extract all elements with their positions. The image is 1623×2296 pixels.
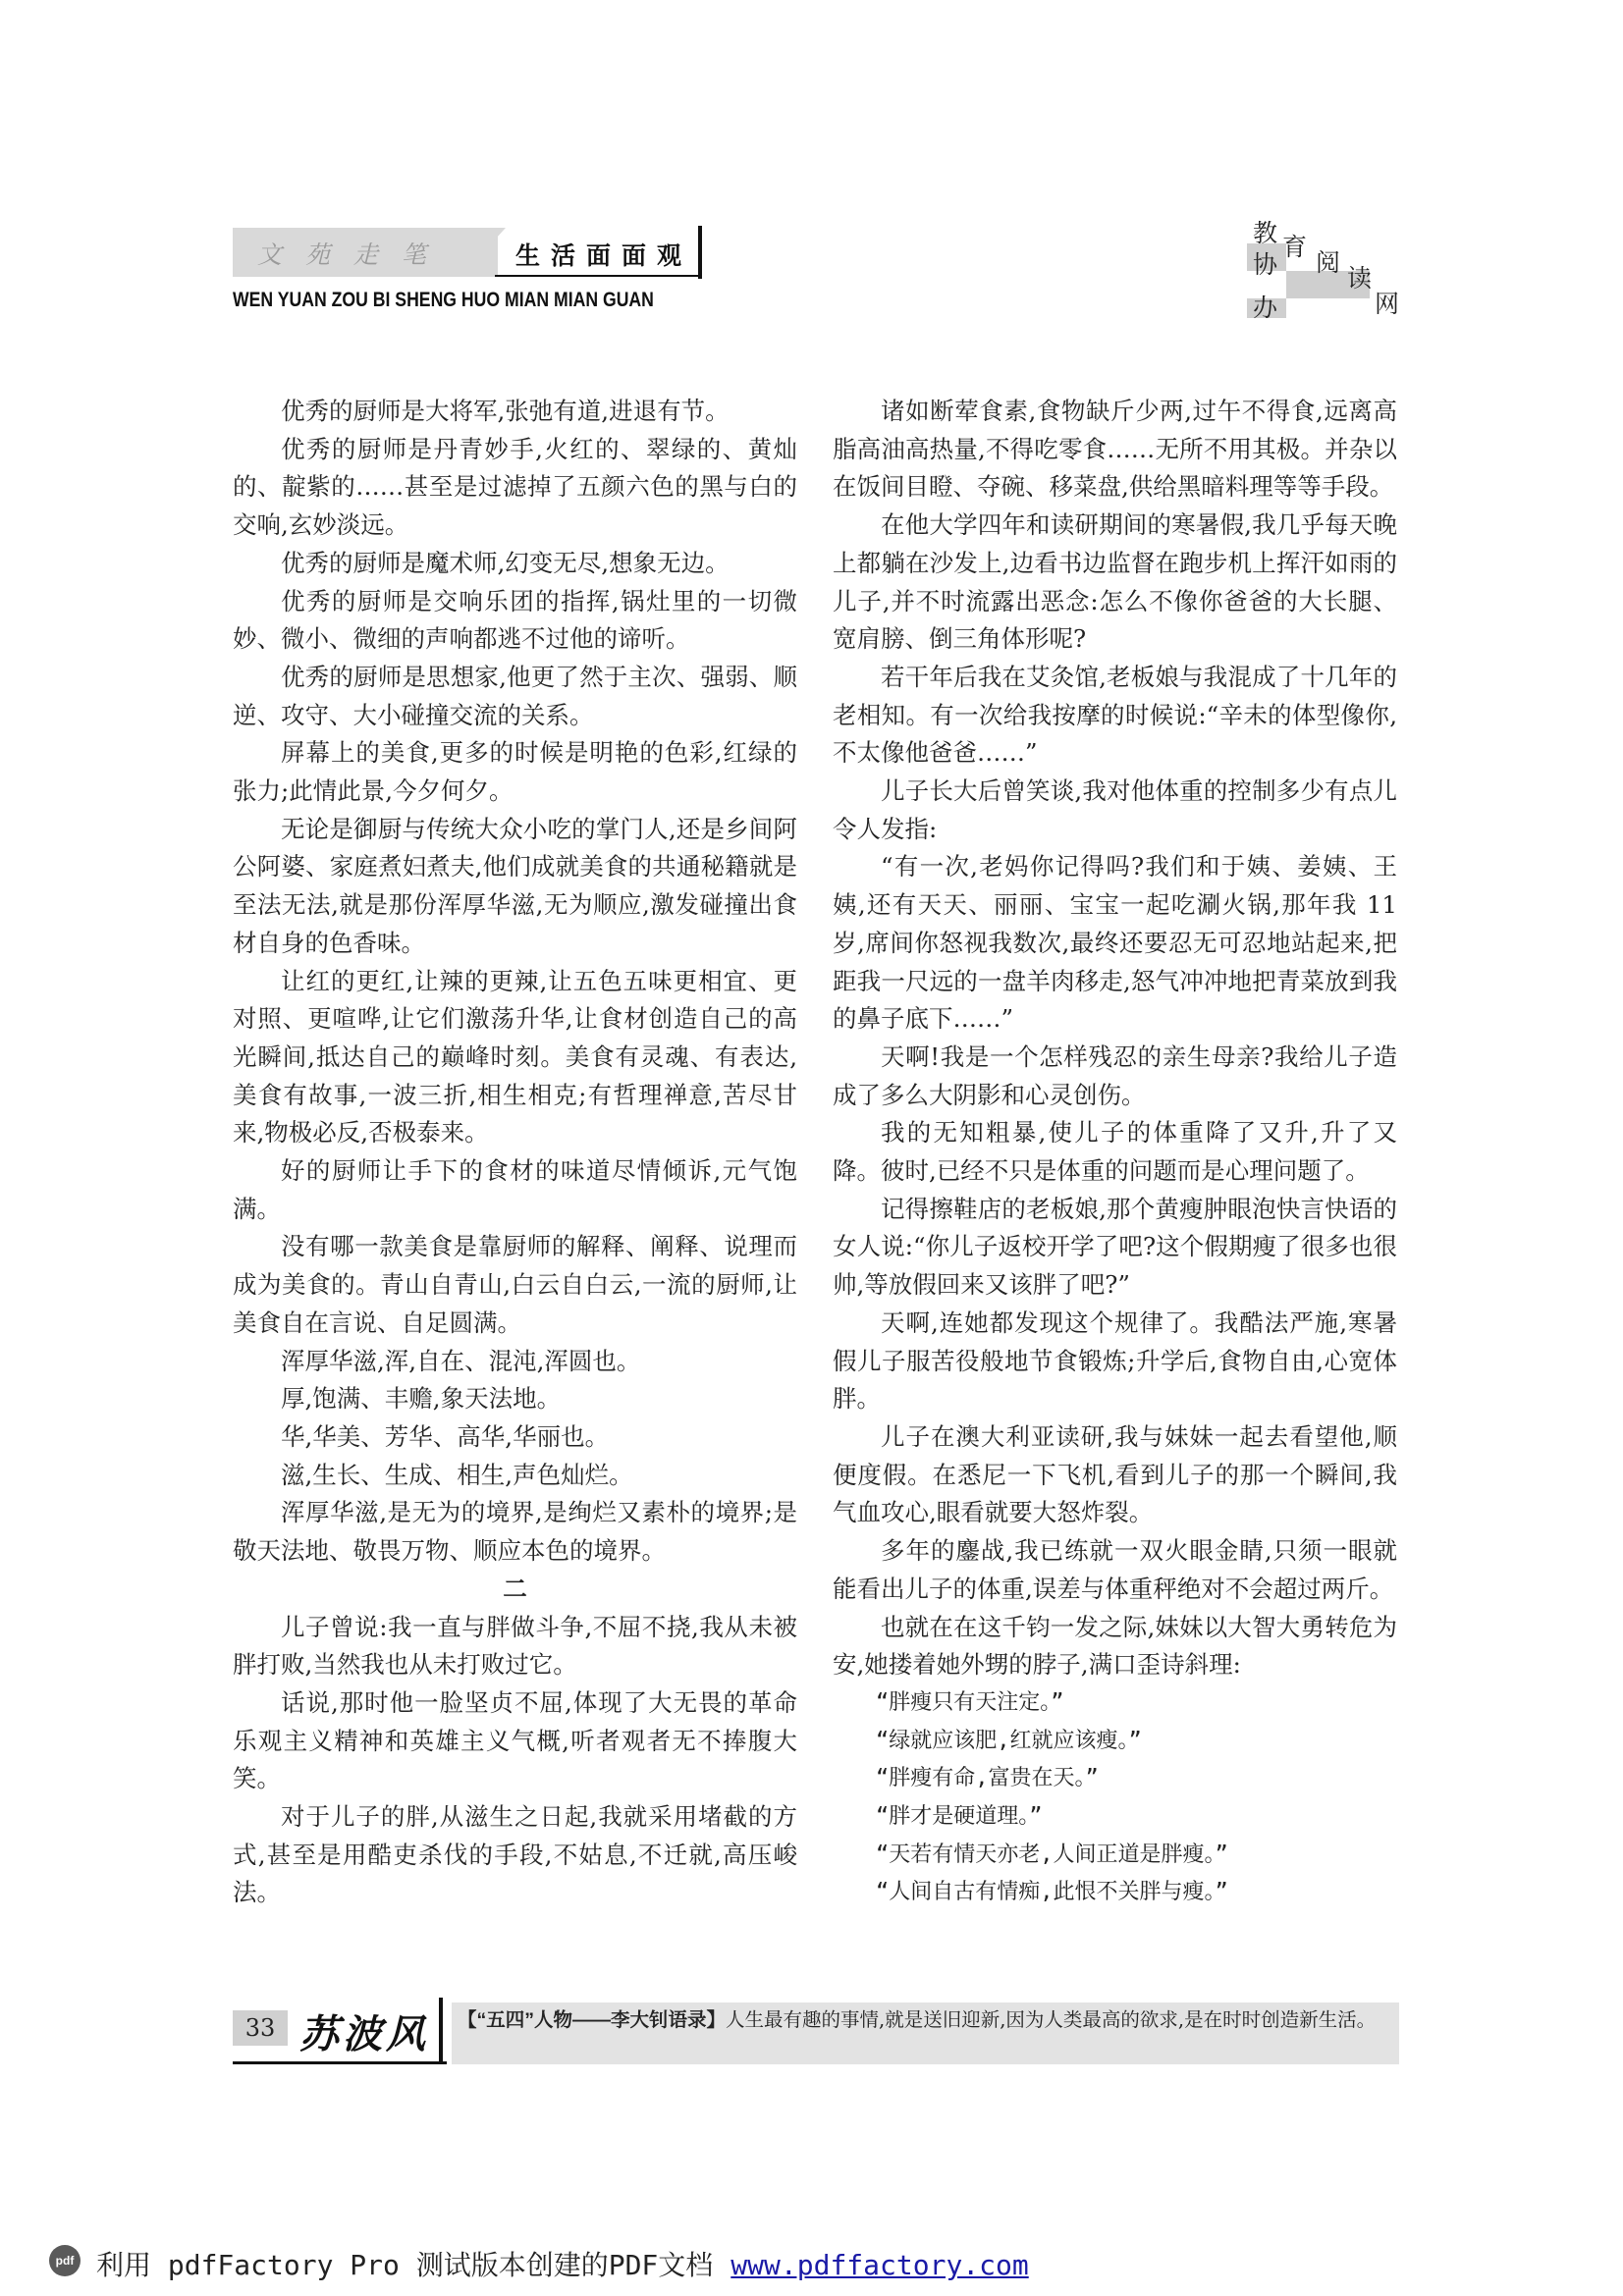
page-number: 33 [233,2010,288,2046]
logo-char: 教 [1253,219,1278,247]
paragraph: 浑厚华滋,浑,自在、混沌,浑圆也。 [281,1346,641,1375]
paragraph: 诸如断荤食素,食物缺斤少两,过午不得食,远离高脂高油高热量,不得吃零食……无所不用其极。并杂以在饭间目瞪、夺碗、移菜盘,供给黑暗料理等等手段。 [833,397,1397,502]
header-slant [461,228,506,277]
pdffactory-text: 利用 pdfFactory Pro 测试版本创建的PDF文档 [96,2249,714,2281]
paragraph: 若干年后我在艾灸馆,老板娘与我混成了十几年的老相知。有一次给我按摩的时候说:“辛未的体型像你,不太像他爸爸……” [833,662,1397,768]
pdffactory-banner [96,2244,1029,2283]
footer-quote [458,2005,1395,2035]
paragraph: 滋,生长、生成、相生,声色灿烂。 [281,1460,633,1489]
paragraph: 让红的更红,让辣的更辣,让五色五味更相宜、更对照、更喧哗,让它们激荡升华,让食材创造自己的高光瞬间,抵达自己的巅峰时刻。美食有灵魂、有表达,美食有故事,一波三折,相生相克;有哲理禅意,苦尽甘来,物极必反,否极泰来。 [233,966,797,1148]
header-divider [698,226,702,279]
logo-char: 读 [1347,264,1373,293]
header-underline [495,275,702,277]
section-label: 文苑走笔 [257,240,451,269]
paragraph: 我的无知粗暴,使儿子的体重降了又升,升了又降。彼时,已经不只是体重的问题而是心理问题了。 [833,1118,1397,1186]
right-column [833,393,1397,1912]
paragraph: 厚,饱满、丰赡,象天法地。 [281,1384,562,1414]
paragraph: “有一次,老妈你记得吗?我们和于姨、姜姨、王姨,还有天天、丽丽、宝宝一起吃涮火锅,那年我 11 岁,席间你怒视我数次,最终还要忍无可忍地站起来,把距我一尺远的一盘羊肉移走,怒气冲冲地把青菜放到我的鼻子底下……” [833,852,1397,1034]
paragraph: 在他大学四年和读研期间的寒暑假,我几乎每天晚上都躺在沙发上,边看书边监督在跑步机上挥汗如雨的儿子,并不时流露出恶念:怎么不像你爸爸的大长腿、宽肩膀、倒三角体形呢? [833,510,1397,654]
paragraph: 儿子曾说:我一直与胖做斗争,不屈不挠,我从未被胖打败,当然我也从未打败过它。 [233,1612,797,1680]
paragraph: 天啊!我是一个怎样残忍的亲生母亲?我给儿子造成了多么大阴影和心灵创伤。 [833,1041,1397,1109]
pdffactory-link[interactable]: www.pdffactory.com [730,2249,1029,2281]
site-logo [1247,214,1404,322]
logo-char: 育 [1282,233,1308,261]
left-column [233,393,797,1912]
footer-divider [439,1998,443,2064]
logo-char: 网 [1375,290,1400,318]
footer-quote-text: 人生最有趣的事情,就是送旧迎新,因为人类最高的欲求,是在时时创造新生活。 [726,2008,1377,2031]
paragraph: 优秀的厨师是交响乐团的指挥,锅灶里的一切微妙、微小、微细的声响都逃不过他的谛听。 [233,586,797,654]
paragraph: 华,华美、芳华、高华,华丽也。 [281,1421,610,1451]
quote-line: “胖才是硬道理。” [876,1804,1043,1830]
logo-char: 办 [1253,294,1278,322]
paragraph: 儿子在澳大利亚读研,我与妹妹一起去看望他,顺便度假。在悉尼一下飞机,看到儿子的那一个瞬间,我气血攻心,眼看就要大怒炸裂。 [833,1421,1397,1527]
paragraph: 儿子长大后曾笑谈,我对他体重的控制多少有点儿令人发指: [833,776,1397,843]
header-pinyin: WEN YUAN ZOU BI SHENG HUO MIAN MIAN GUAN [233,289,654,311]
paragraph: 对于儿子的胖,从滋生之日起,我就采用堵截的方式,甚至是用酷吏杀伐的手段,不姑息,不迁就,高压峻法。 [233,1802,797,1907]
paragraph: 天啊,连她都发现这个规律了。我酷法严施,寒暑假儿子服苦役般地节食锻炼;升学后,食物自由,心宽体胖。 [833,1308,1397,1414]
paragraph: 话说,那时他一脸坚贞不屈,体现了大无畏的革命乐观主义精神和英雄主义气概,听者观者无不捧腹大笑。 [233,1687,797,1793]
paragraph: 记得擦鞋店的老板娘,那个黄瘦肿眼泡快言快语的女人说:“你儿子返校开学了吧?这个假期瘦了很多也很帅,等放假回来又该胖了吧?” [833,1194,1397,1300]
paragraph: 优秀的厨师是大将军,张弛有道,进退有节。 [281,397,730,425]
logo-char: 协 [1253,250,1278,279]
quote-line: “人间自古有情痴,此恨不关胖与瘦。” [876,1880,1228,1905]
quote-line: “胖瘦只有天注定。” [876,1689,1064,1715]
paragraph: 优秀的厨师是魔术师,幻变无尽,想象无边。 [281,548,730,577]
footer-quote-label: 【“五四”人物——李大钊语录】 [458,2009,727,2031]
paragraph: 优秀的厨师是思想家,他更了然于主次、强弱、顺逆、攻守、大小碰撞交流的关系。 [233,662,797,729]
paragraph: 浑厚华滋,是无为的境界,是绚烂又素朴的境界;是敬天法地、敬畏万物、顺应本色的境界。 [233,1498,797,1566]
paragraph: 好的厨师让手下的食材的味道尽情倾诉,元气饱满。 [233,1156,797,1223]
paragraph: 多年的鏖战,我已练就一双火眼金睛,只须一眼就能看出儿子的体重,误差与体重秤绝对不会超过两斤。 [833,1536,1397,1603]
section-heading: 二 [503,1574,527,1603]
quote-line: “天若有情天亦老,人间正道是胖瘦。” [876,1842,1228,1867]
quote-line: “胖瘦有命,富贵在天。” [876,1766,1099,1791]
column-title: 生活面面观 [515,241,693,270]
quote-line: “绿就应该肥,红就应该瘦。” [876,1728,1142,1753]
paragraph: 屏幕上的美食,更多的时候是明艳的色彩,红绿的张力;此情此景,今夕何夕。 [233,738,797,806]
paragraph: 无论是御厨与传统大众小吃的掌门人,还是乡间阿公阿婆、家庭煮妇煮夫,他们成就美食的共通秘籍就是至法无法,就是那份浑厚华滋,无为顺应,激发碰撞出食材自身的色香味。 [233,814,797,957]
magazine-name: 苏波风 [299,2011,429,2057]
paragraph: 也就在在这千钧一发之际,妹妹以大智大勇转危为安,她搂着她外甥的脖子,满口歪诗斜理: [833,1612,1397,1680]
logo-char: 阅 [1316,248,1341,277]
footer-rule [233,2061,447,2064]
paragraph: 优秀的厨师是丹青妙手,火红的、翠绿的、黄灿的、靛紫的……甚至是过滤掉了五颜六色的黑与白的交响,玄妙淡远。 [233,434,797,540]
paragraph: 没有哪一款美食是靠厨师的解释、阐释、说理而成为美食的。青山自青山,白云自白云,一流的厨师,让美食自在言说、自足圆满。 [233,1232,797,1337]
pdffactory-icon: pdf [49,2245,81,2276]
